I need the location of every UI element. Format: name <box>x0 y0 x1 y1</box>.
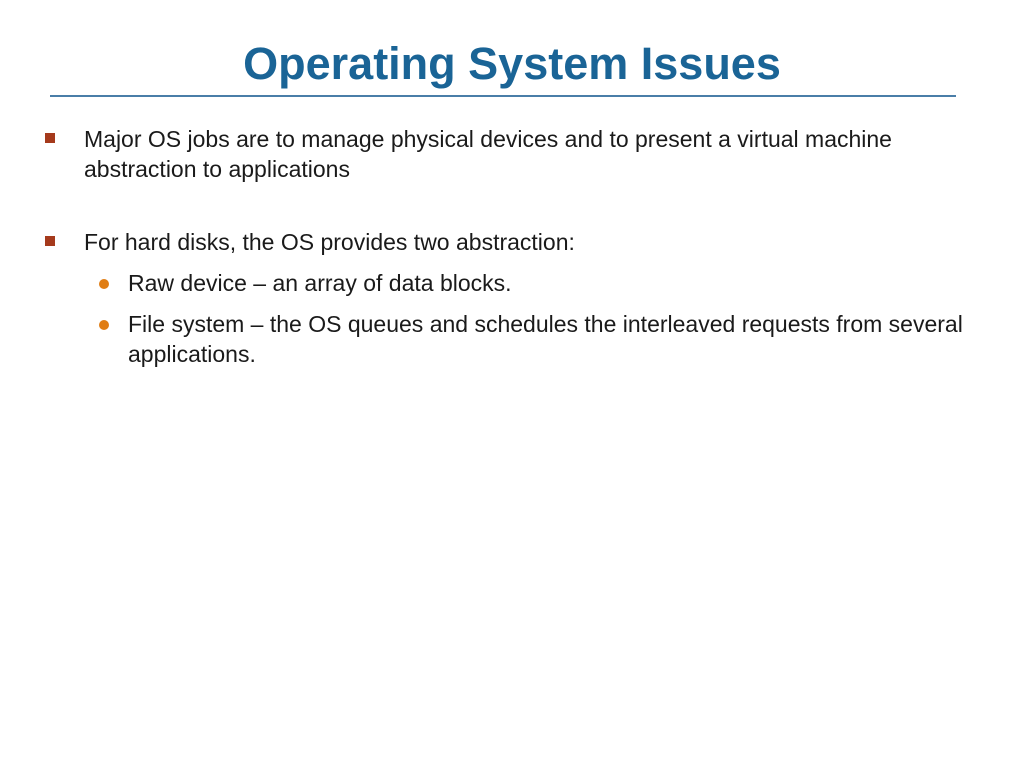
bullet-item: For hard disks, the OS provides two abstraction: <box>84 229 575 255</box>
title-divider <box>50 95 956 97</box>
square-bullet-icon <box>45 133 55 143</box>
round-bullet-icon <box>99 279 109 289</box>
bullet-item: Major OS jobs are to manage physical devices and to present a virtual machine abstraction to applications <box>84 126 892 182</box>
slide-title: Operating System Issues <box>243 38 781 89</box>
sub-bullet-item: Raw device – an array of data blocks. <box>128 270 512 296</box>
square-bullet-icon <box>45 236 55 246</box>
round-bullet-icon <box>99 320 109 330</box>
sub-bullet-item: File system – the OS queues and schedules the interleaved requests from several applications. <box>128 311 963 367</box>
